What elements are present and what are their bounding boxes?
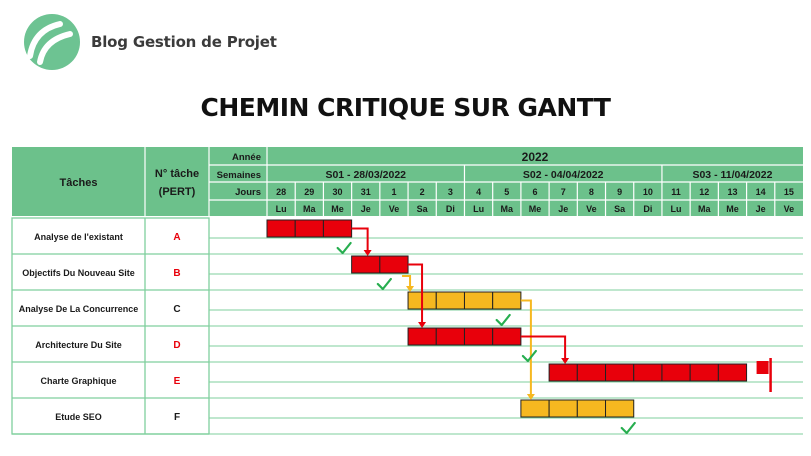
gantt-header (12, 147, 803, 216)
day-name: Je (360, 204, 371, 214)
task-name: Analyse de l'existant (34, 232, 123, 242)
tasks-column-header: Tâches (59, 177, 98, 189)
day-name: Di (445, 204, 455, 214)
year-value: 2022 (521, 150, 549, 164)
gantt-rows (12, 218, 803, 434)
task-name: Charte Graphique (40, 376, 117, 386)
gantt-bar-cell (606, 364, 634, 381)
day-name: Sa (614, 204, 626, 214)
pert-column-header: N° tâche (154, 168, 200, 180)
gantt-bar-cell (493, 292, 521, 309)
gantt-bar-cell (606, 400, 634, 417)
day-name: Je (558, 204, 569, 214)
day-number: 28 (276, 187, 287, 197)
gantt-bar-cell (464, 292, 492, 309)
day-name: Me (528, 204, 542, 214)
task-code: B (173, 268, 181, 279)
day-name: Ma (500, 204, 514, 214)
day-name: Ve (586, 204, 597, 214)
day-name: Me (726, 204, 739, 214)
gantt-bar-cell (718, 364, 746, 381)
gantt-bar-cell (380, 256, 408, 273)
arrow-head-icon (364, 250, 372, 256)
day-name: Lu (275, 204, 287, 214)
arrow-head-icon (418, 322, 426, 328)
day-number: 29 (304, 187, 315, 197)
day-name: Je (755, 204, 766, 214)
arrow-head-icon (406, 286, 414, 292)
day-name: Ve (783, 204, 795, 214)
arrow-head-icon (527, 394, 535, 400)
week-label: S03 - 11/04/2022 (692, 169, 773, 181)
dependency-arrow-b-c (402, 276, 410, 287)
check-icon (338, 243, 351, 253)
check-icon (523, 351, 536, 361)
gantt-bar-cell (323, 220, 351, 237)
day-name: Lu (473, 204, 485, 214)
day-number: 5 (504, 187, 510, 197)
gantt-bar-cell (577, 400, 605, 417)
gantt-bar-cell (267, 220, 295, 237)
task-code: F (173, 412, 181, 423)
check-icon (378, 279, 391, 289)
arrow-head-icon (561, 358, 569, 364)
gantt-bar-cell (408, 328, 436, 345)
gantt-bar-cell (436, 292, 464, 309)
day-number: 31 (360, 187, 371, 197)
day-number: 11 (671, 187, 681, 197)
day-name: Di (643, 204, 653, 214)
day-number: 14 (755, 187, 766, 197)
weeks-row-label: Semaines (216, 170, 261, 181)
day-number: 4 (476, 187, 482, 197)
gantt-bar-cell (549, 364, 577, 381)
task-code: A (173, 232, 181, 243)
day-number: 6 (532, 187, 538, 197)
gantt-bar-cell (352, 256, 380, 273)
day-name: Sa (416, 204, 428, 214)
end-flag-icon (757, 361, 769, 374)
gantt-bar-cell (634, 364, 662, 381)
days-row-label: Jours (235, 187, 261, 198)
day-name: Ma (303, 204, 316, 214)
day-number: 8 (588, 187, 594, 197)
week-label: S02 - 04/04/2022 (522, 169, 604, 181)
gantt-bar-cell (493, 328, 521, 345)
check-icon (622, 423, 635, 433)
day-number: 9 (617, 187, 623, 197)
check-icon (497, 315, 510, 325)
task-code: E (173, 376, 181, 387)
page-title: CHEMIN CRITIQUE SUR GANTT (200, 93, 611, 122)
day-number: 3 (447, 187, 453, 197)
day-name: Me (331, 204, 344, 214)
gantt-bar-cell (662, 364, 690, 381)
gantt-bar-cell (549, 400, 577, 417)
gantt-bar-cell (436, 328, 464, 345)
dependency-arrow-c-f (521, 301, 531, 396)
day-number: 15 (783, 187, 794, 197)
day-name: Lu (670, 204, 682, 214)
day-number: 13 (727, 187, 738, 197)
task-name: Objectifs Du Nouveau Site (22, 268, 135, 278)
day-number: 30 (332, 187, 343, 197)
day-name: Ma (698, 204, 711, 214)
task-code: C (173, 304, 181, 315)
day-name: Ve (388, 204, 400, 214)
gantt-bar-cell (295, 220, 323, 237)
day-number: 1 (391, 187, 397, 197)
pert-column-header-sub: (PERT) (158, 186, 196, 198)
task-code: D (173, 340, 181, 351)
day-number: 2 (419, 187, 425, 197)
week-label: S01 - 28/03/2022 (325, 169, 407, 181)
dependency-arrow-a-b (352, 229, 368, 252)
gantt-bar-cell (690, 364, 718, 381)
gantt-bar-cell (521, 400, 549, 417)
task-name: Analyse De La Concurrence (18, 304, 139, 314)
gantt-bar-cell (464, 328, 492, 345)
day-number: 10 (642, 187, 653, 197)
gantt-bar-cell (577, 364, 605, 381)
brand-name: Blog Gestion de Projet (91, 33, 277, 51)
day-number: 12 (699, 187, 710, 197)
dependency-arrow-d-e (521, 337, 565, 360)
year-row-label: Année (231, 152, 261, 163)
task-name: Architecture Du Site (35, 340, 122, 350)
day-number: 7 (560, 187, 566, 197)
task-name: Etude SEO (55, 412, 102, 422)
